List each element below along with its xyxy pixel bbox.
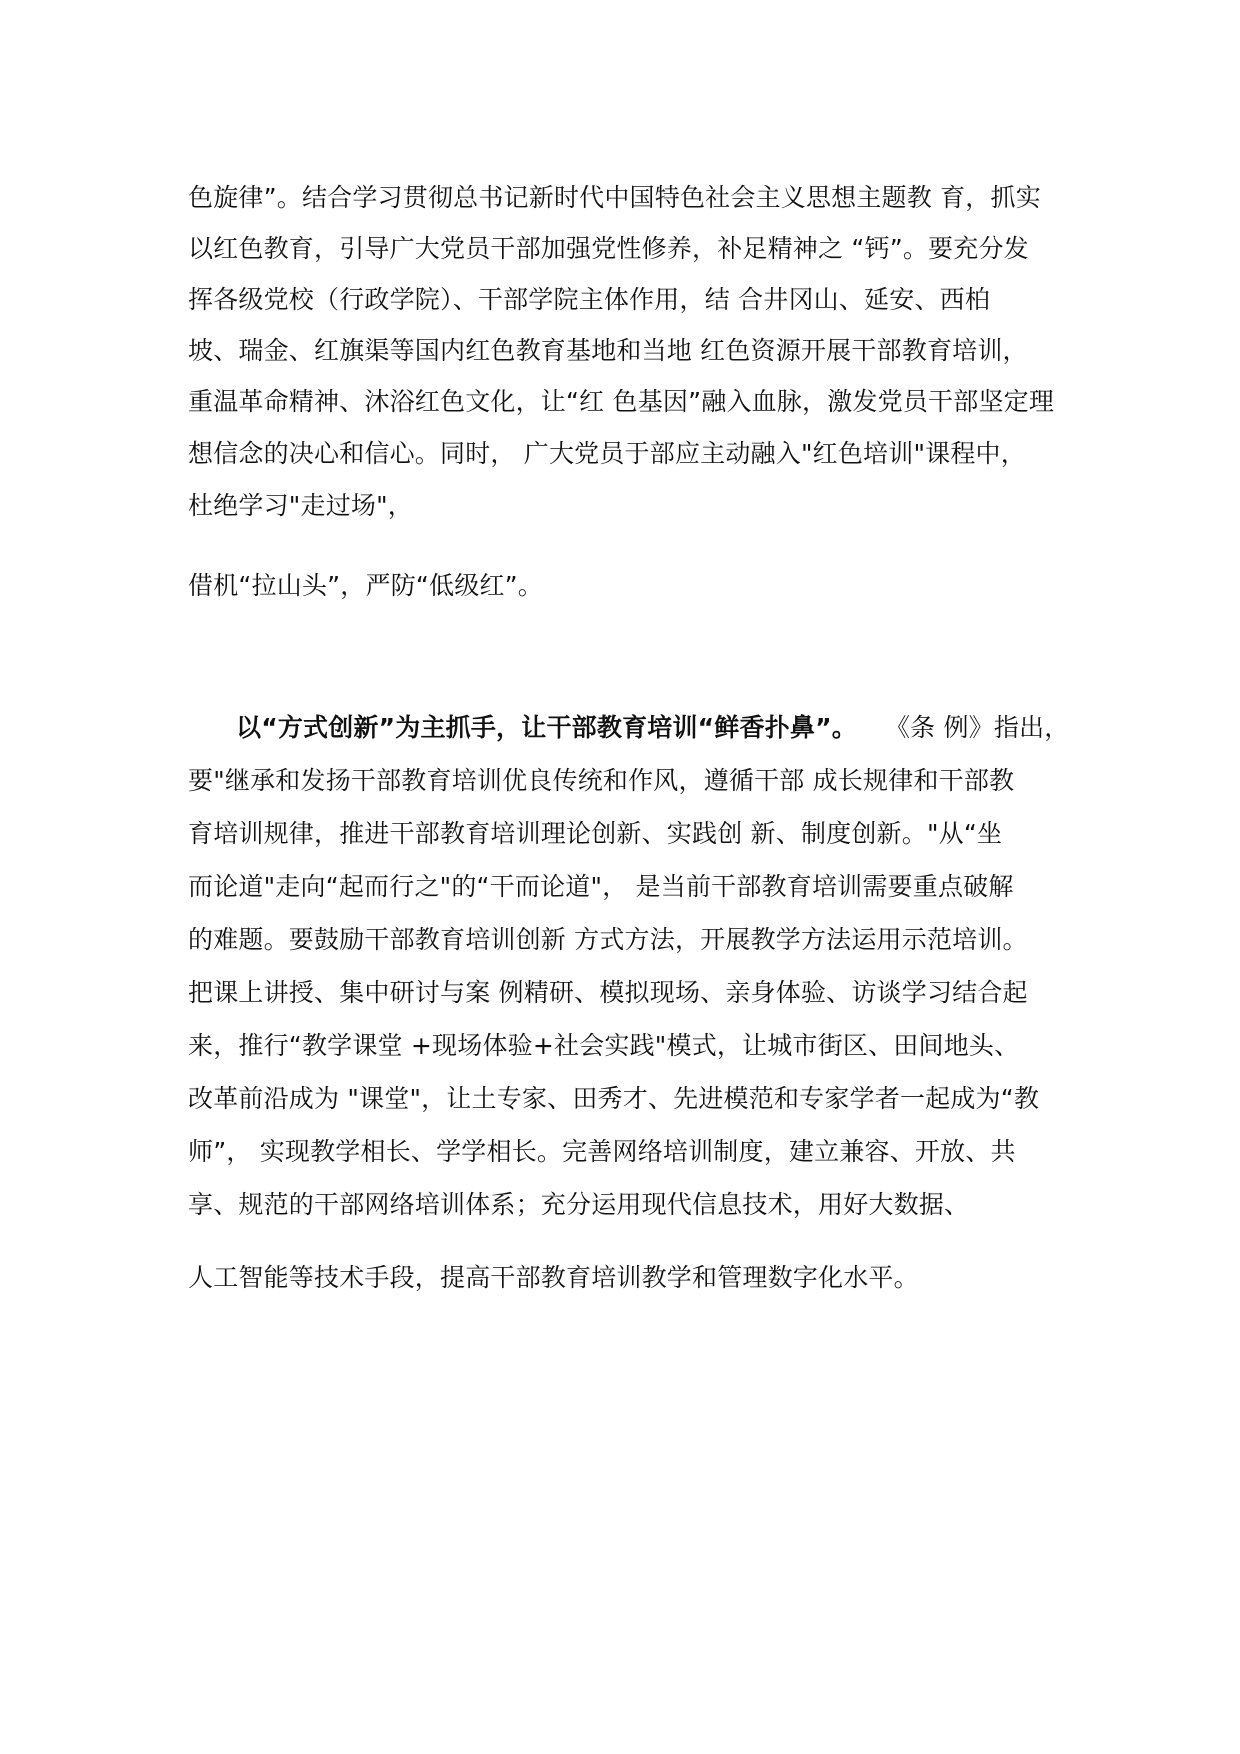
text-line: 坡、瑞金、红旗渠等国内红色教育基地和当地 红色资源开展干部教育培训，: [188, 336, 1028, 365]
text-line: 改革前沿成为 "课堂"，让土专家、田秀才、先进模范和专家学者一起成为“教: [188, 1084, 1040, 1113]
text-line: 要"继承和发扬干部教育培训优良传统和作风，遵循干部 成长规律和干部教: [188, 766, 1015, 795]
text-line: 以红色教育，引导广大党员干部加强党性修养，补足精神之 “钙”。要充分发: [188, 234, 1029, 263]
text-line: 享、规范的干部网络培训体系；充分运用现代信息技术，用好大数据、: [188, 1190, 970, 1219]
text-line: 师”， 实现教学相长、学学相长。完善网络培训制度，建立兼容、开放、共: [188, 1137, 1016, 1166]
text-line: 想信念的决心和信心。同时， 广大党员于部应主动融入"红色培训"课程中，: [188, 439, 1026, 468]
paragraph-heading: 以“方式创新”为主抓手，让干部教育培训“鲜香扑鼻”。: [236, 713, 857, 742]
paragraph-heading-line: [236, 712, 1070, 744]
text-line: 来，推行“教学课堂 +现场体验+社会实践"模式，让城市街区、田间地头、: [188, 1031, 1020, 1060]
text-line: 色旋律”。结合学习贯彻总书记新时代中国特色社会主义思想主题教 育，抓实: [188, 183, 1041, 212]
heading-tail: 《条 例》指出，: [884, 713, 1070, 742]
text-line: 杜绝学习"走过场"，: [188, 491, 413, 520]
text-line: 重温革命精神、沐浴红色文化，让“红 色基因”融入血脉，激发党员干部坚定理: [188, 387, 1055, 416]
text-line: 把课上讲授、集中研讨与案 例精研、模拟现场、亲身体验、访谈学习结合起: [188, 978, 1028, 1007]
text-line: 挥各级党校（行政学院）、干部学院主体作用，结 合井冈山、延安、西柏: [188, 285, 991, 314]
text-line: 的难题。要鼓励干部教育培训创新 方式方法，开展教学方法运用示范培训。: [188, 925, 1028, 954]
text-line: 人工智能等技术手段，提高干部教育培训教学和管理数字化水平。: [188, 1263, 919, 1292]
text-line: 育培训规律，推进干部教育培训理论创新、实践创 新、制度创新。"从“坐: [188, 819, 1003, 848]
text-line: 借机“拉山头”，严防“低级红”。: [188, 571, 544, 600]
text-line: 而论道"走向“起而行之"的“干而论道"， 是当前干部教育培训需要重点破解: [188, 872, 1014, 901]
